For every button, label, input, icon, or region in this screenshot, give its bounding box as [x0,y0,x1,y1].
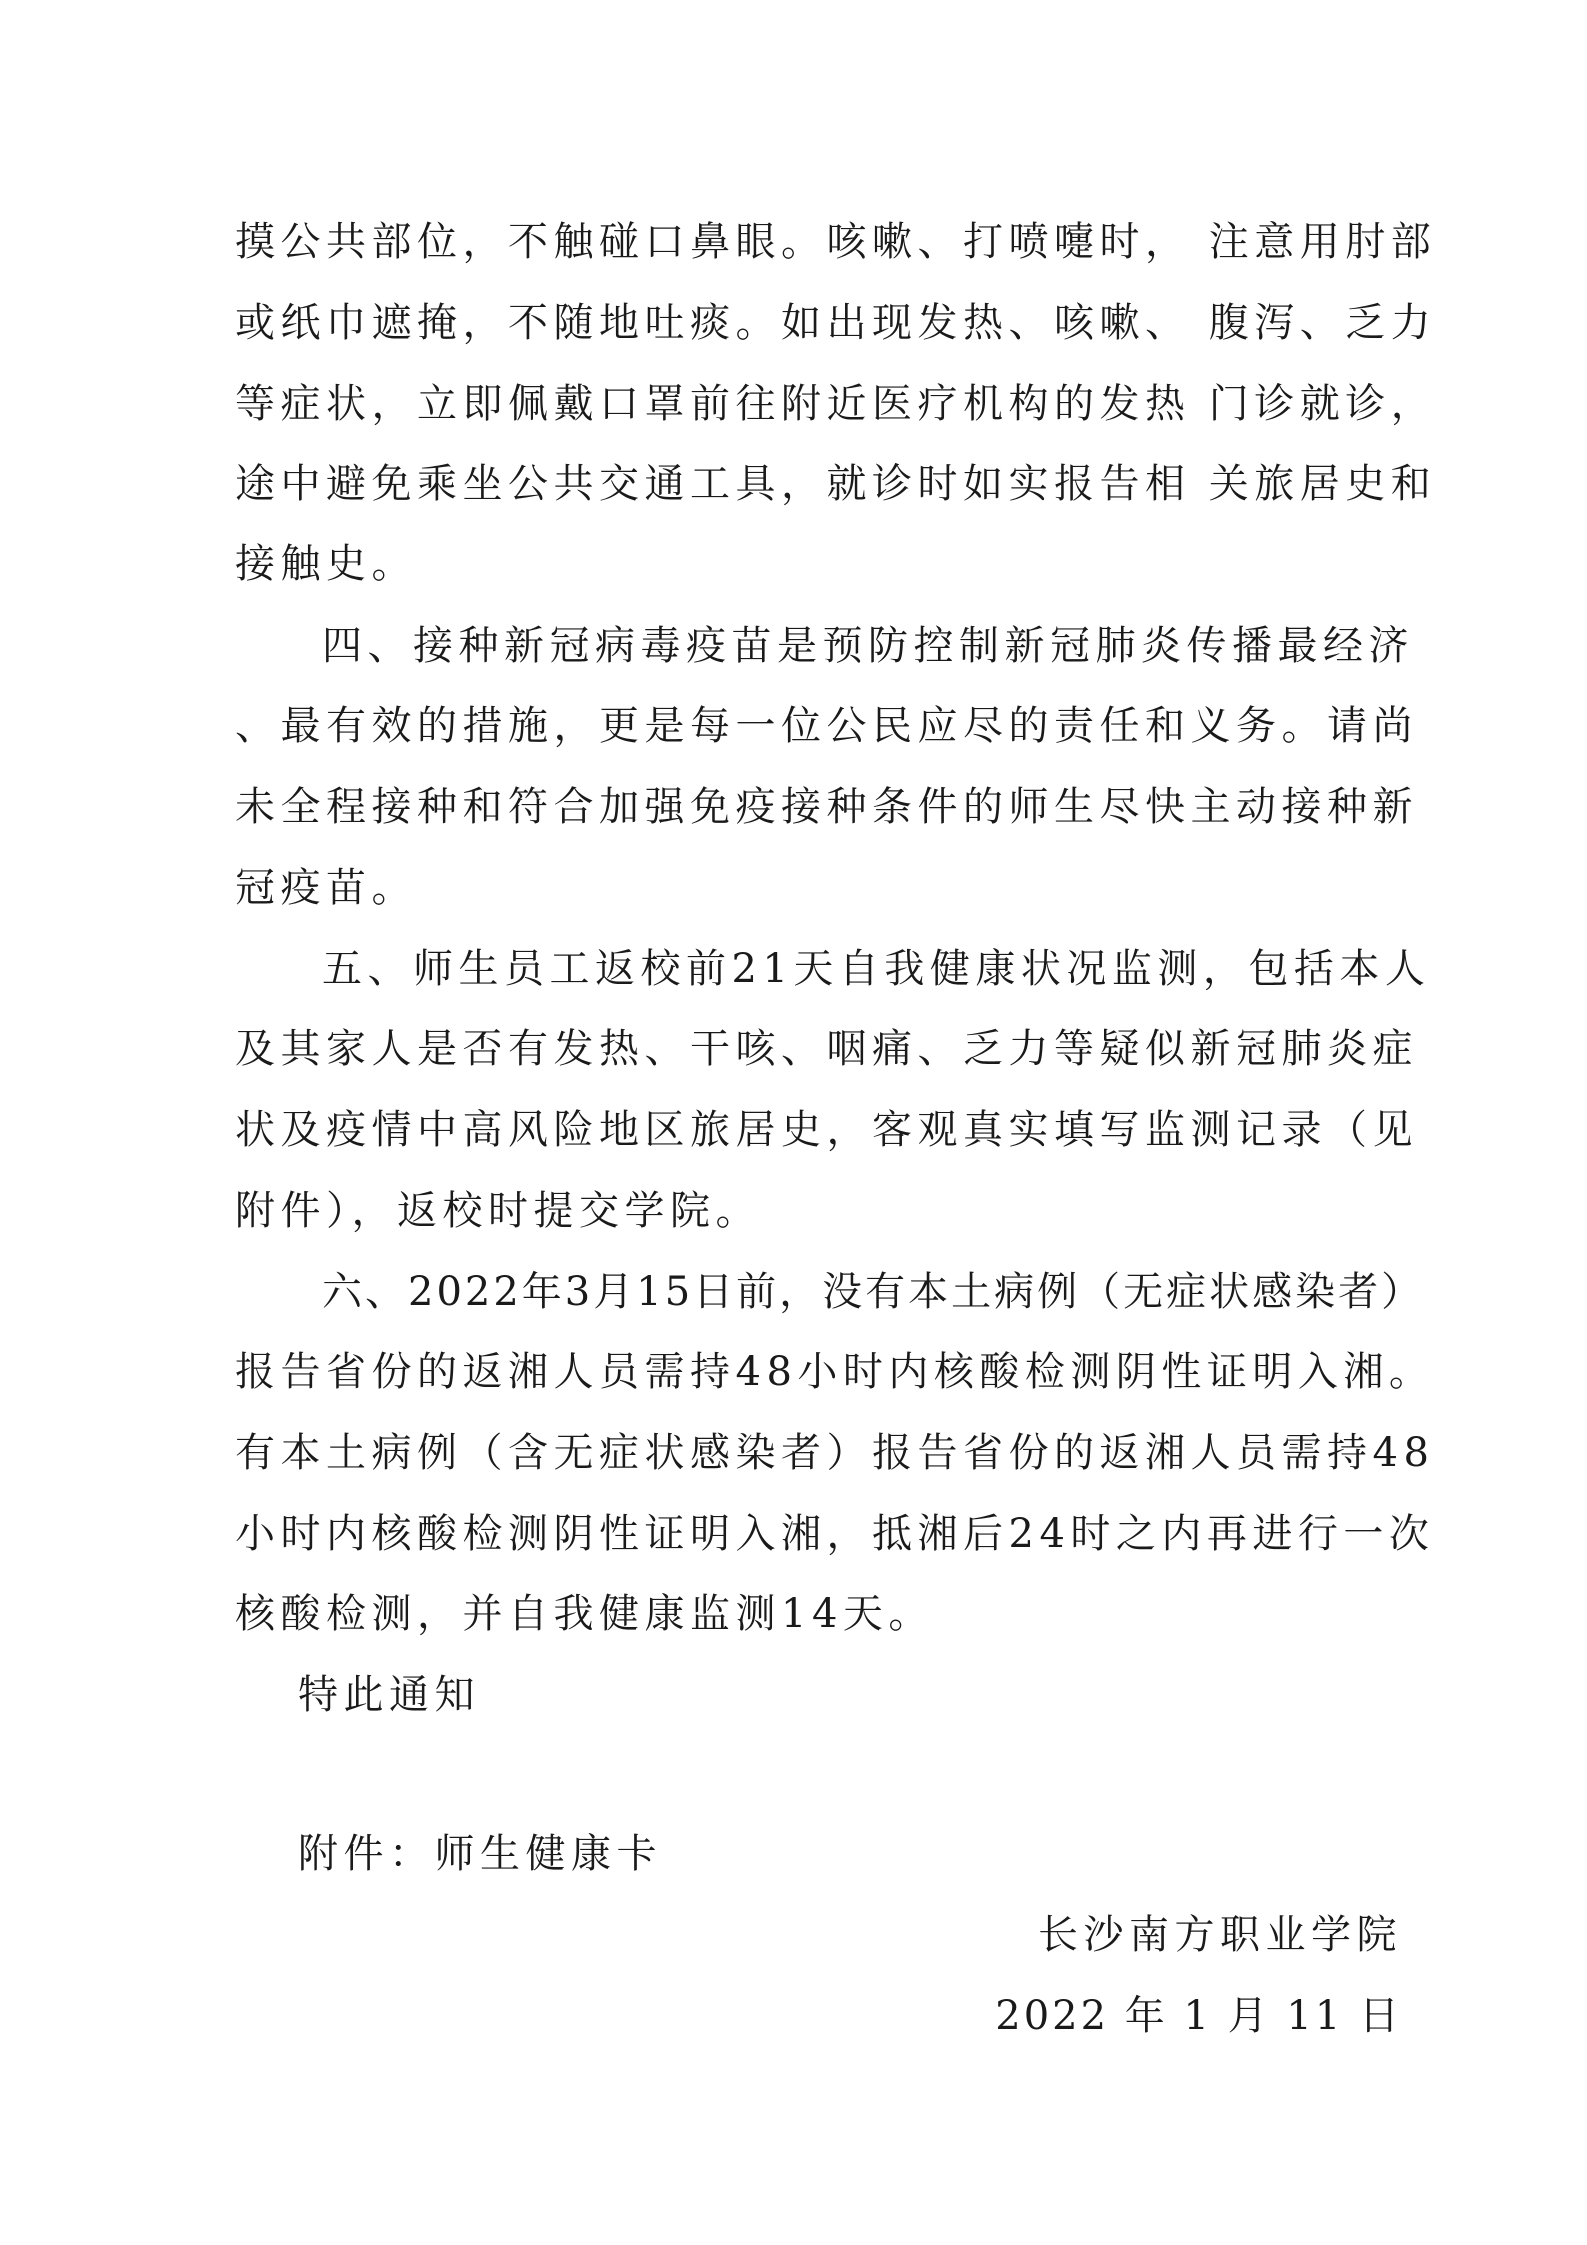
paragraph-3-line-2: 或纸巾遮掩，不随地吐痰。如出现发热、咳嗽、 腹泻、乏力 [235,300,1437,346]
signature-organization: 长沙南方职业学院 [1038,1912,1402,1958]
paragraph-4-line-3: 未全程接种和符合加强免疫接种条件的师生尽快主动接种新 [235,784,1418,830]
paragraph-6-line-4: 小时内核酸检测阴性证明入湘，抵湘后24时之内再进行一次 [235,1511,1435,1557]
paragraph-5-line-1: 五、师生员工返校前21天自我健康状况监测，包括本人 [322,946,1431,992]
paragraph-6-line-5: 核酸检测，并自我健康监测14天。 [235,1591,934,1637]
paragraph-5-line-4: 附件），返校时提交学院。 [235,1188,761,1234]
paragraph-3-line-5: 接触史。 [235,541,417,587]
attachment-text: 附件：师生健康卡 [298,1831,662,1877]
closing-text: 特此通知 [298,1672,480,1718]
paragraph-5-line-3: 状及疫情中高风险地区旅居史，客观真实填写监测记录（见 [235,1107,1418,1153]
paragraph-5-line-2: 及其家人是否有发热、干咳、咽痛、乏力等疑似新冠肺炎症 [235,1026,1418,1072]
paragraph-6-line-3: 有本土病例（含无症状感染者）报告省份的返湘人员需持48 [235,1430,1435,1476]
paragraph-3-line-1: 摸公共部位，不触碰口鼻眼。咳嗽、打喷嚏时， 注意用肘部 [235,219,1437,265]
paragraph-3-line-4: 途中避免乘坐公共交通工具，就诊时如实报告相 关旅居史和 [235,461,1437,507]
paragraph-4-line-2: 、最有效的措施，更是每一位公民应尽的责任和义务。请尚 [235,703,1418,749]
paragraph-4-line-1: 四、接种新冠病毒疫苗是预防控制新冠肺炎传播最经济 [322,623,1414,669]
paragraph-3-line-3: 等症状，立即佩戴口罩前往附近医疗机构的发热 门诊就诊， [235,381,1437,427]
paragraph-4-line-4: 冠疫苗。 [235,865,417,911]
paragraph-6-line-2: 报告省份的返湘人员需持48小时内核酸检测阴性证明入湘。 [235,1349,1435,1395]
signature-date: 2022 年 1 月 11 日 [995,1993,1402,2039]
paragraph-6-line-1: 六、2022年3月15日前，没有本土病例（无症状感染者） [322,1269,1425,1315]
